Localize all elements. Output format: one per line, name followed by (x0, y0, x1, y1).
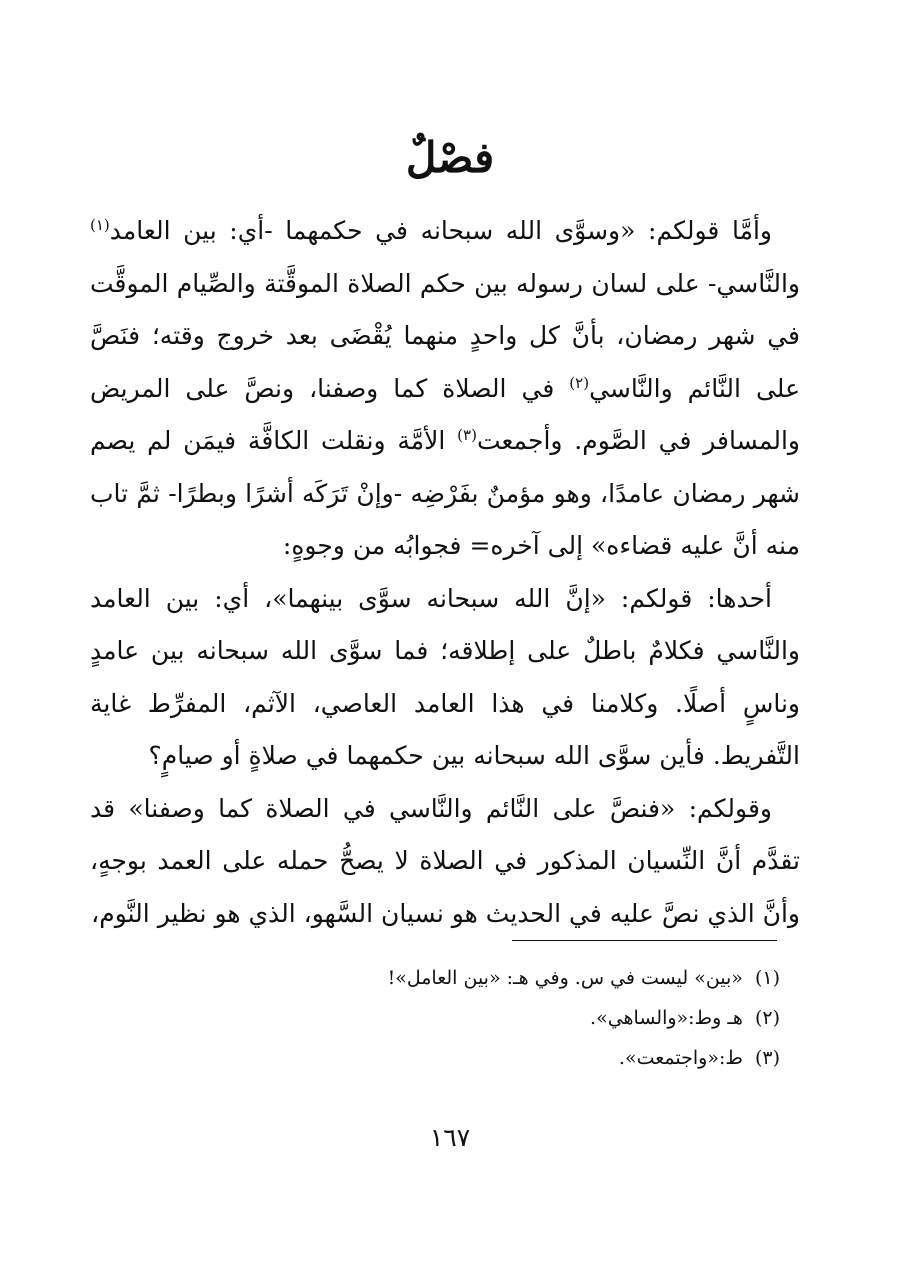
paragraph-1-part-4: الأمَّة ونقلت الكافَّة فيمَن لم يصم شهر رمضان عامدًا، وهو مؤمنٌ بفَرْضِه -وإنْ تَرَكَه أشرًا وبطرًا- ثمَّ تاب منه أنَّ عليه قضاءه» إلى آخره= فجوابُه من وجوهٍ: (90, 426, 800, 560)
section-heading: فصْلٌ (405, 133, 495, 182)
footnote-ref-1[interactable]: (١) (90, 216, 110, 234)
paragraph-3: وقولكم: «فنصَّ على النَّائم والنَّاسي في الصلاة كما وصفنا» قد تقدَّم أنَّ النِّسيان المذكور في الصلاة لا يصحُّ حمله على العمد بوجهٍ، وأنَّ الذي نصَّ عليه في الحديث هو نسيان السَّهو، الذي هو نظير النَّوم، (90, 793, 800, 928)
footnote-ref-3[interactable]: (٣) (457, 426, 477, 444)
paragraph-1 (90, 205, 800, 573)
footnote-text: «بين» ليست في س. وفي هـ: «بين العامل»! (387, 967, 743, 989)
page-number: ١٦٧ (429, 1123, 471, 1152)
paragraph-2: أحدها: قولكم: «إنَّ الله سبحانه سوَّى بينهما»، أي: بين العامد والنَّاسي فكلامٌ باطلٌ على إطلاقه؛ فما سوَّى الله سبحانه بين عامدٍ وناسٍ أصلًا. وكلامنا في هذا العامد العاصي، الآثم، المفرِّط غاية التَّفريط. فأين سوَّى الله سبحانه بين حكمهما في صلاةٍ أو صيامٍ؟ (90, 583, 800, 770)
footnote-item (120, 958, 780, 998)
footnote-ref-2[interactable]: (٢) (569, 373, 590, 392)
footnote-number: (٢) (754, 1007, 780, 1029)
footnote-item (120, 1038, 780, 1078)
footnote-divider (512, 940, 777, 941)
paragraph-1-part-3: في الصلاة كما وصفنا، ونصَّ على المريض والمسافر في الصَّوم. وأجمعت (90, 373, 800, 455)
paragraph-1-part-1: وأمَّا قولكم: «وسوَّى الله سبحانه في حكمهما -أي: بين العامد (109, 216, 772, 245)
main-text (90, 205, 800, 940)
paragraph-1-part-2: والنَّاسي- على لسان رسوله بين حكم الصلاة الموقَّتة والصِّيام الموقَّت في شهر رمضان، بأنَّ كل واحدٍ منهما يُقْضَى بعد خروج وقته؛ فنَصَّ على النَّائم والنَّاسي (90, 268, 800, 403)
footnote-text: ط:«واجتمعت». (618, 1047, 743, 1069)
footnotes-list (120, 958, 780, 1078)
footnote-item (120, 998, 780, 1038)
footnote-number: (١) (754, 967, 780, 989)
footnote-text: هـ وط:«والساهي». (590, 1007, 743, 1029)
footnote-number: (٣) (754, 1047, 780, 1069)
